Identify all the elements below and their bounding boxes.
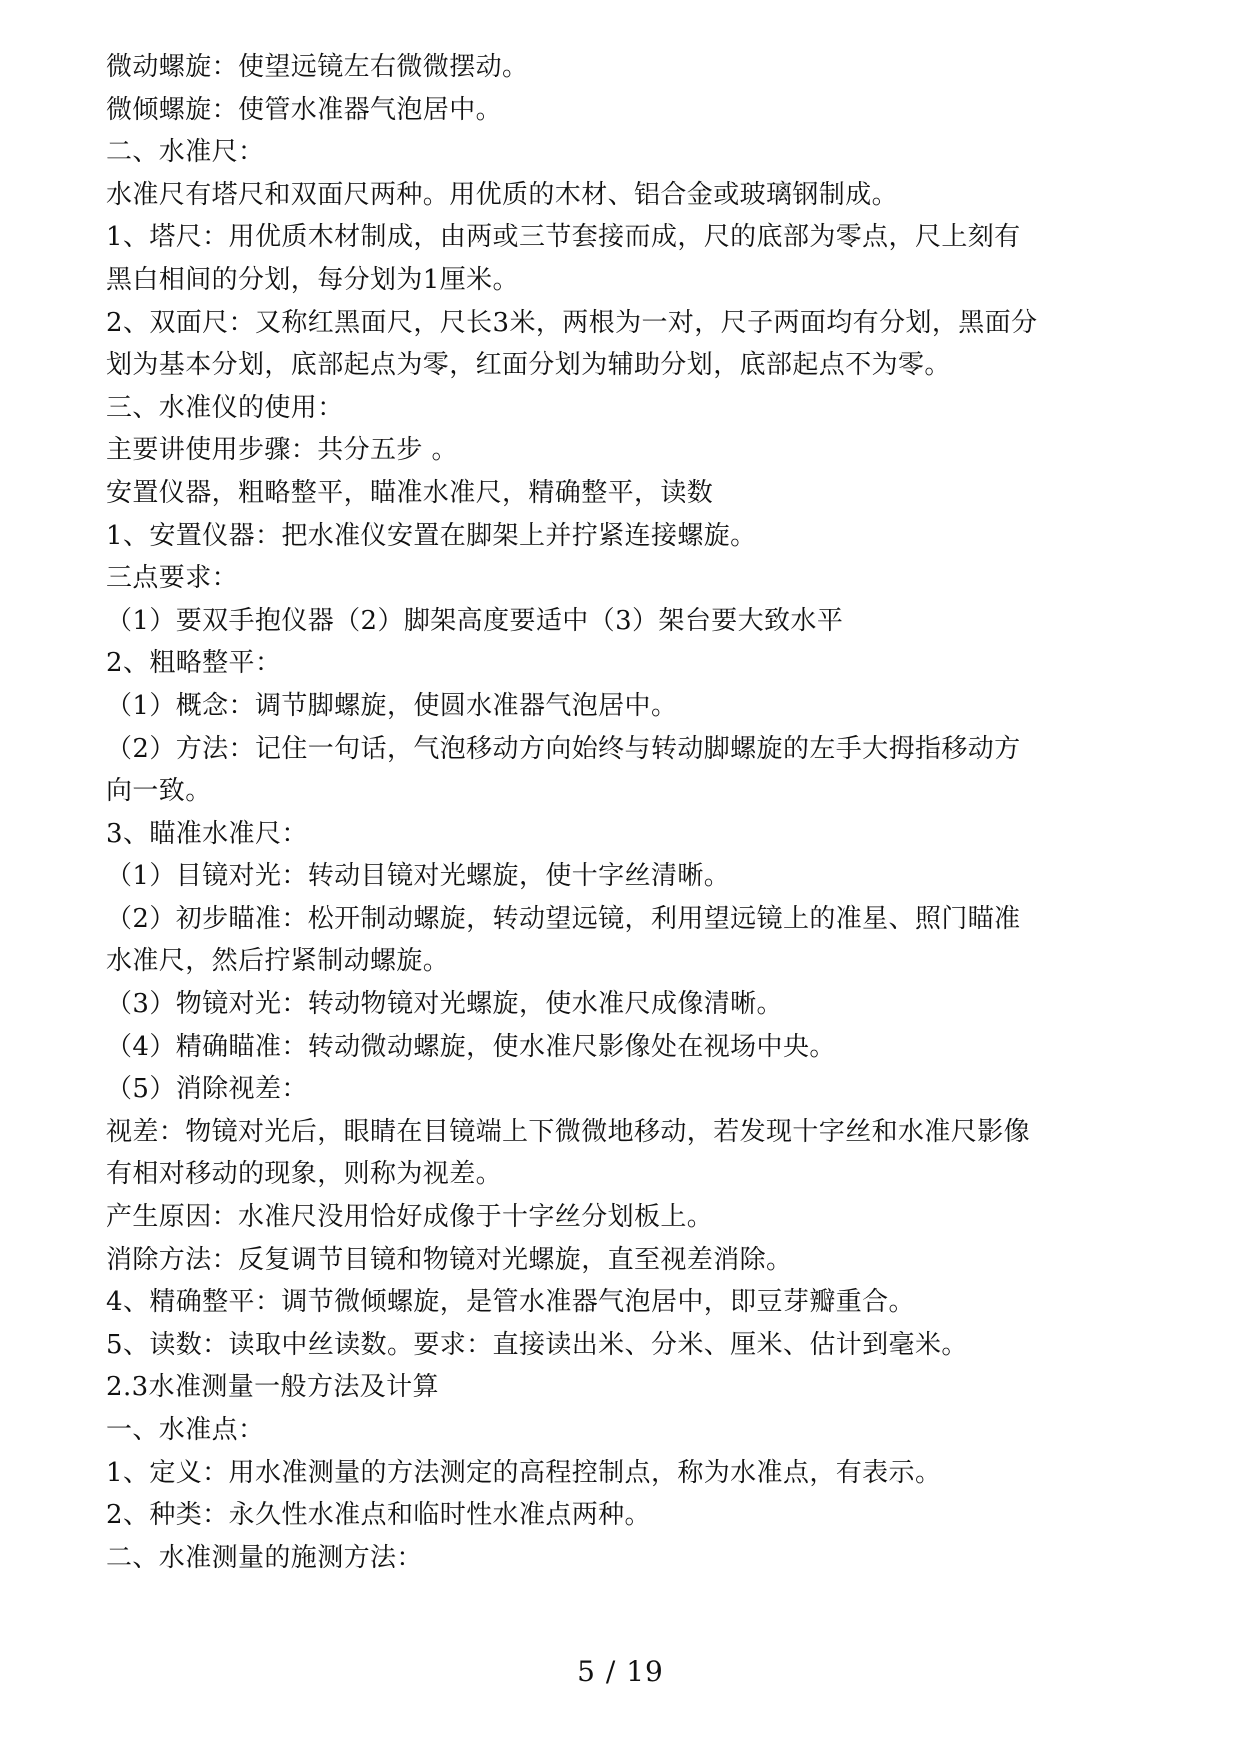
section-heading: 二、水准尺： (106, 137, 265, 168)
text-line: （3）物镜对光：转动物镜对光螺旋，使水准尺成像清晰。 (106, 989, 783, 1020)
text-line: 1、安置仪器：把水准仪安置在脚架上并拧紧连接螺旋。 (106, 520, 757, 551)
text-line: （2）初步瞄准：松开制动螺旋，转动望远镜，利用望远镜上的准星、照门瞄准 (106, 903, 1021, 934)
text-line: 微动螺旋：使望远镜左右微微摆动。 (106, 52, 529, 82)
text-line: （1）目镜对光：转动目镜对光螺旋，使十字丝清晰。 (106, 861, 731, 892)
text-line: 2、双面尺：又称红黑面尺，尺长3米，两根为一对，尺子两面均有分划，黑面分 (106, 307, 1038, 338)
section-heading: 一、水准点： (106, 1415, 265, 1445)
section-heading: 2.3水准测量一般方法及计算 (106, 1372, 439, 1403)
text-line: 有相对移动的现象，则称为视差。 (106, 1159, 503, 1190)
text-line: 1、定义：用水准测量的方法测定的高程控制点，称为水准点，有表示。 (106, 1457, 942, 1488)
text-line: 视差：物镜对光后，眼睛在目镜端上下微微地移动，若发现十字丝和水准尺影像 (106, 1116, 1031, 1147)
text-line: 微倾螺旋：使管水准器气泡居中。 (106, 94, 503, 125)
text-line: 消除方法：反复调节目镜和物镜对光螺旋，直至视差消除。 (106, 1244, 793, 1275)
text-line: 划为基本分划，底部起点为零，红面分划为辅助分划，底部起点不为零。 (106, 350, 951, 381)
text-line: 水准尺有塔尺和双面尺两种。用优质的木材、铝合金或玻璃钢制成。 (106, 179, 899, 210)
section-heading: 三、水准仪的使用： (106, 392, 344, 423)
text-line: （4）精确瞄准：转动微动螺旋，使水准尺影像处在视场中央。 (106, 1031, 836, 1062)
text-line: 安置仪器，粗略整平，瞄准水准尺，精确整平，读数 (106, 477, 714, 508)
text-line: （5）消除视差： (106, 1074, 308, 1105)
text-line: （1）概念：调节脚螺旋，使圆水准器气泡居中。 (106, 690, 678, 721)
text-line: 三点要求： (106, 563, 239, 594)
text-line: 向一致。 (106, 776, 212, 807)
document-body (106, 46, 1146, 1579)
text-line: 水准尺，然后拧紧制动螺旋。 (106, 946, 450, 977)
text-line: 3、瞄准水准尺： (106, 818, 308, 849)
text-line: 2、粗略整平： (106, 648, 282, 679)
text-line: 5、读数：读取中丝读数。要求：直接读出米、分米、厘米、估计到毫米。 (106, 1329, 968, 1360)
text-line: 4、精确整平：调节微倾螺旋，是管水准器气泡居中，即豆芽瓣重合。 (106, 1287, 915, 1318)
text-line: 主要讲使用步骤：共分五步 。 (106, 435, 458, 466)
text-line: （2）方法：记住一句话，气泡移动方向始终与转动脚螺旋的左手大拇指移动方 (106, 733, 1021, 764)
text-line: 黑白相间的分划，每分划为1厘米。 (106, 264, 519, 295)
page-number: 5 / 19 (577, 1655, 664, 1688)
text-line: 2、种类：永久性水准点和临时性水准点两种。 (106, 1500, 651, 1531)
text-line: 产生原因：水准尺没用恰好成像于十字丝分划板上。 (106, 1202, 714, 1233)
section-heading: 二、水准测量的施测方法： (106, 1542, 423, 1573)
text-line: （1）要双手抱仪器（2）脚架高度要适中（3）架台要大致水平 (106, 605, 844, 636)
text-line: 1、塔尺：用优质木材制成，由两或三节套接而成，尺的底部为零点，尺上刻有 (106, 222, 1021, 253)
